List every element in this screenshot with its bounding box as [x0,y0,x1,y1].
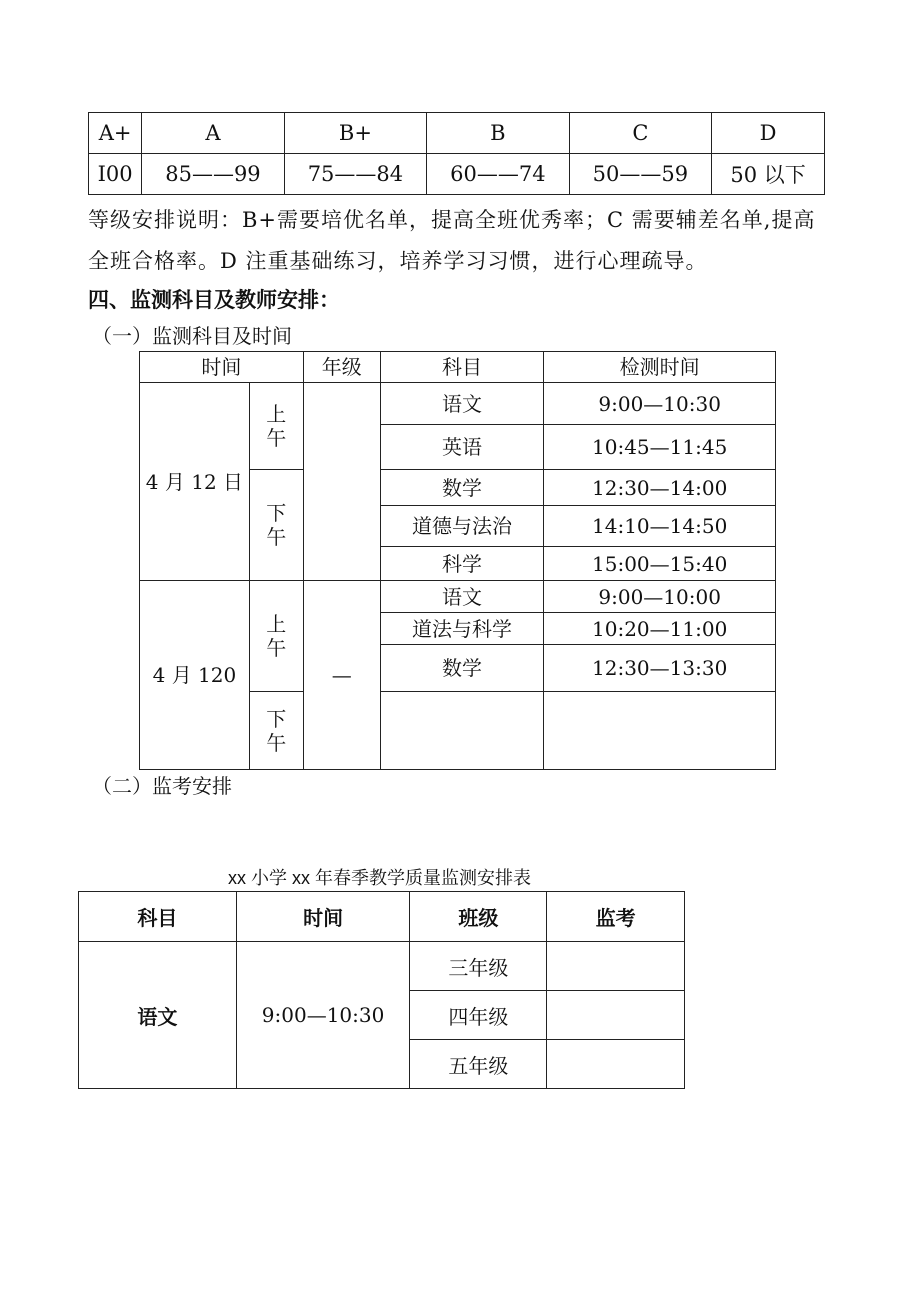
range-cell: 60——74 [427,154,569,195]
grade-note-line2: 全班合格率。D 注重基础练习，培养学习习惯，进行心理疏导。 [88,249,708,273]
table-row [79,942,685,991]
grade-cell: B [427,113,569,154]
time-cell [544,692,776,770]
header-test-time: 检测时间 [544,352,776,383]
table-row [140,581,776,613]
grade-note-line1: 等级安排说明：B+需要培优名单，提高全班优秀率；C 需要辅差名单,提高 [88,208,816,232]
subject-cell: 科学 [380,547,544,581]
subject-cell [380,692,544,770]
header-subject: 科目 [380,352,544,383]
day2-grade: — [303,581,380,770]
afternoon-label: 下 午 [266,706,287,755]
subject-cell: 数学 [380,470,544,506]
header-grade: 年级 [303,352,380,383]
day1-morning [249,383,303,470]
day1-date: 4 月 12 日 [140,383,250,581]
range-cell: 85——99 [142,154,284,195]
invigilation-caption: xx 小学 xx 年春季教学质量监测安排表 [228,868,532,888]
morning-label: 上 午 [266,402,287,450]
class-cell: 四年级 [410,991,547,1040]
invigilation-time: 9:00—10:30 [236,942,410,1089]
day2-date: 4 月 120 [140,581,250,770]
range-cell: I00 [89,154,142,195]
grade-cell: D [712,113,825,154]
time-cell: 10:20—11:00 [544,613,776,645]
header-proctor: 监考 [547,892,685,942]
time-cell: 12:30—13:30 [544,645,776,692]
header-subject: 科目 [79,892,237,942]
time-cell: 9:00—10:30 [544,383,776,425]
afternoon-label: 下 午 [266,501,287,549]
proctor-cell [547,991,685,1040]
grade-cell: B+ [284,113,426,154]
range-cell: 50——59 [569,154,711,195]
day1-afternoon [249,470,303,581]
class-cell: 三年级 [410,942,547,991]
subject-cell: 语文 [380,581,544,613]
day2-afternoon [249,692,303,770]
table-row [140,383,776,425]
range-cell: 50 以下 [712,154,825,195]
grade-cell: A+ [89,113,142,154]
invigilation-header-row [79,892,685,942]
grade-cell: A [142,113,284,154]
time-cell: 9:00—10:00 [544,581,776,613]
header-class: 班级 [410,892,547,942]
morning-label: 上 午 [266,612,287,660]
grade-range-row [89,154,825,195]
day2-morning [249,581,303,692]
time-cell: 10:45—11:45 [544,425,776,470]
day1-grade [303,383,380,581]
time-cell: 15:00—15:40 [544,547,776,581]
header-time: 时间 [140,352,304,383]
monitoring-schedule-table [139,351,776,770]
subsection2-title: （二）监考安排 [92,774,232,798]
proctor-cell [547,942,685,991]
grade-header-row [89,113,825,154]
time-cell: 12:30—14:00 [544,470,776,506]
subsection1-title: （一）监测科目及时间 [92,324,292,348]
grade-cell: C [569,113,711,154]
section4-heading: 四、监测科目及教师安排： [88,288,340,312]
schedule-header-row [140,352,776,383]
subject-cell: 道德与法治 [380,506,544,547]
subject-cell: 语文 [380,383,544,425]
invigilation-subject: 语文 [79,942,237,1089]
invigilation-table [78,891,685,1089]
subject-cell: 道法与科学 [380,613,544,645]
grade-table [88,112,825,195]
class-cell: 五年级 [410,1040,547,1089]
subject-cell: 数学 [380,645,544,692]
time-cell: 14:10—14:50 [544,506,776,547]
subject-cell: 英语 [380,425,544,470]
proctor-cell [547,1040,685,1089]
header-time: 时间 [236,892,410,942]
range-cell: 75——84 [284,154,426,195]
